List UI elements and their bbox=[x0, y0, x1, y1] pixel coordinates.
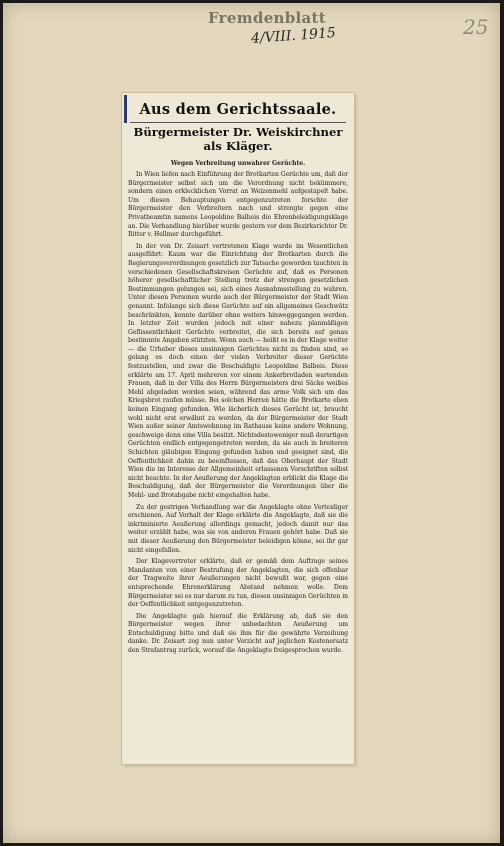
handwritten-date: 4/VIII. 1915 bbox=[250, 25, 337, 47]
article-paragraph: Der Klagevertreter erklärte, daß er gemäß dem Auftrage seines Mandanten von einer Bestrafung der Angeklagten, die sich offenbar der Tragweite ihrer Aeußerungen nicht bewußt war, gegen eine entsprechende Ehrenerklärung Abstand nehmen wolle. Dem Bürgermeister sei es nur darum zu tun, diesen unsinnigen Gerüchten in der Oeffentlichkeit entgegenzutreten. bbox=[128, 558, 348, 609]
article-subhead: Bürgermeister Dr. Weiskirchner als Kläger. bbox=[133, 125, 343, 153]
headline-divider bbox=[130, 122, 346, 123]
newspaper-stamp: Fremdenblatt bbox=[208, 9, 327, 27]
article-paragraph: In Wien liefen nach Einführung der Brotkarten Gerüchte um, daß der Bürgermeister selbst sich um die Verordnung nicht bekümmere, sondern einen erklecklichen Vorrat an Weizenmehl aufgestapelt habe. Um diesen Behauptungen entgegenzutreten forschte der Bürgermeister den Verbreitern nach und strengte gegen eine Privatbeamtin namens Leopoldine Balbeis die Ehrenbeleidigungsklage an. Die Verhandlung hierüber wurde gestern vor dem Bezirksrichter Dr. Ritter v. Hellmer durchgeführt. bbox=[128, 171, 348, 239]
margin-marker bbox=[124, 95, 127, 123]
article-body bbox=[128, 171, 348, 656]
archive-sheet bbox=[3, 3, 500, 843]
page-number: 25 bbox=[463, 15, 489, 39]
article-kicker: Wegen Verbreitung unwahrer Gerüchte. bbox=[170, 160, 306, 167]
article-paragraph: Zu der gestrigen Verhandlung war die Angeklagte ohne Verteidiger erschienen. Auf Vorhalt der Klage erklärte die Angeklagte, daß sie die inkriminierte Aeußerung allerdings gemacht, jedoch damit nur das weiter erzählt habe, was sie von anderen Frauen gehört habe. Daß sie mit dieser Aeußerung den Bürgermeister beleidigen könne, sei ihr gar nicht eingefallen. bbox=[128, 503, 348, 554]
article-paragraph: Die Angeklagte gab hierauf die Erklärung ab, daß sie den Bürgermeister wegen ihrer unbedachten Aeußerung um Entschuldigung bitte und daß sie ihm für die gewährte Verzeihung danke. Dr. Zeisart zog nun unter Verzicht auf jeglichen Kostenersatz den Strafantrag zurück, worauf die Angeklagte freigesprochen wurde. bbox=[128, 612, 348, 655]
article-headline: Aus dem Gerichtssaale. bbox=[139, 101, 337, 118]
article-paragraph: In der von Dr. Zeisart vertretenen Klage wurde im Wesentlichen ausgeführt: Kaum war die Einrichtung der Brotkarten durch die Regierungsverordnungen gesetzlich zur Tatsache geworden tauchten in verschiedenen Gesellschaftskreisen Gerüchte auf, daß es Personen höherer gesellschaftlicher Stellung trotz der strengen gesetzlichen Bestimmungen gelungen sei, sich eines Ausnahmsstellung zu wahren. Unter diesen Personen wurde auch der Bürgermeister der Stadt Wien genannt. Infolange sich diese Gerüchte auf ein allgemeines Geschwätz beschränkten, konnte darüber ohne weiters hinweggegangen werden. In letzter Zeit wurden jedoch mit einer nahezu planmäßigen Geflissentlichkeit Gerüchte verbreitet, die sich bereits auf genau bestimmte Angaben stützten. Wenn auch — heißt es in der Klage weiter — die Urheber dieses unsinnigen Gerüchtes nicht zu finden sind, so gelang es doch einen der vielen Verbreiter dieser Gerüchte festzustellen, und zwar die Beschuldigte Leopoldine Balbeis. Diese erklärte am 17. April mehreren vor einem Ankerbrotladen wartenden Frauen, daß in der Villa des Herrn Bürgermeisters drei Säcke weißes Mehl abgeladen worden seien, während das arme Volk sich um das Kriegsbrot raufen müsse. Bei solchen Herren hätte die Brotkarte eben keinen Eingang gefunden. Wie lächerlich dieses Gerücht ist, braucht wohl nicht erst erwähnt zu werden, da der Bürgermeister der Stadt Wien außer seiner Amtswohnung im Rathause keine andere Wohnung, geschweige denn eine Villa besitzt. Nichtsdestoweniger muß derartigen Gerüchten endlich entgegengetreten werden, da sie auch in breiteren Schichten gläubigen Eingang gefunden haben und geeignet sind, die Oeffentlichkeit dahin zu beeinflussen, daß das Oberhaupt der Stadt Wien die im Interesse der Allgemeinheit erlassenen Vorschriften selbst nicht beachte. In der Aeußerung der Angeklagten erblickt die Klage die Beschuldigung, daß der Bürgermeister die Verordnungen über die Mehl- und Brotabgabe nicht eingehalten habe. bbox=[128, 242, 348, 499]
newspaper-clipping bbox=[122, 93, 354, 764]
